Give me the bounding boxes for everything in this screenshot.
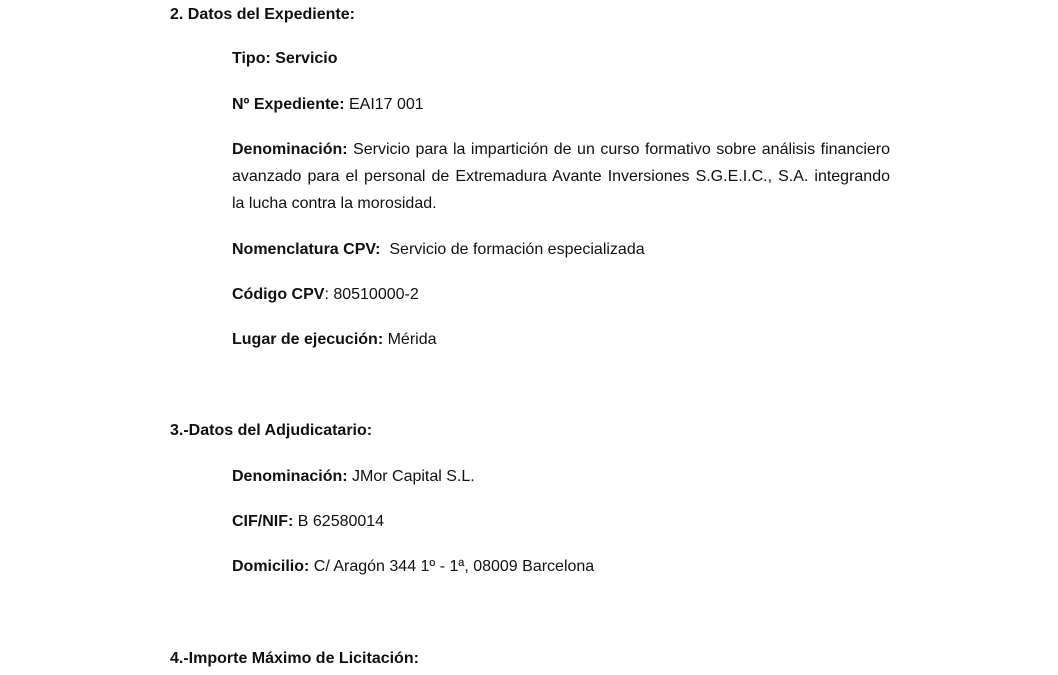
expediente-label: Nº Expediente: [232, 96, 345, 113]
expediente-value: EAI17 001 [344, 96, 424, 113]
domicilio-value: C/ Aragón 344 1º - 1ª, 08009 Barcelona [309, 558, 595, 575]
section-2-heading: 2. Datos del Expediente: [170, 6, 355, 23]
cpv-codigo-field [232, 281, 890, 308]
lugar-field [232, 326, 890, 353]
denominacion-value: Servicio para la impartición de un curso formativo sobre análisis financiero avanzado para el personal de Extremadura Avante Inversiones S.G.E.I.C., S.A. integrando la lucha contra la morosidad. [232, 141, 890, 212]
denominacion-label: Denominación: [232, 141, 348, 158]
domicilio-field [232, 553, 890, 580]
expediente-field [232, 91, 890, 118]
cpv-nomenclatura-label: Nomenclatura CPV: [232, 241, 381, 258]
adjudicatario-denominacion-label: Denominación: [232, 468, 348, 485]
cif-label: CIF/NIF: [232, 513, 294, 530]
cpv-codigo-label: Código CPV [232, 286, 325, 303]
cif-field [232, 508, 890, 535]
tipo-field [232, 45, 890, 72]
cpv-codigo-value: : 80510000-2 [324, 286, 419, 303]
lugar-label: Lugar de ejecución: [232, 331, 384, 348]
tipo-label: Tipo: Servicio [232, 50, 338, 67]
lugar-value: Mérida [383, 331, 437, 348]
section-3-heading: 3.-Datos del Adjudicatario: [170, 422, 373, 439]
adjudicatario-denominacion-field [232, 463, 890, 490]
section-4-heading: 4.-Importe Máximo de Licitación: [170, 650, 419, 667]
denominacion-field [232, 136, 890, 217]
domicilio-label: Domicilio: [232, 558, 310, 575]
cpv-nomenclatura-field [232, 236, 890, 263]
adjudicatario-denominacion-value: JMor Capital S.L. [347, 468, 475, 485]
cif-value: B 62580014 [293, 513, 385, 530]
cpv-nomenclatura-value: Servicio de formación especializada [380, 241, 645, 258]
